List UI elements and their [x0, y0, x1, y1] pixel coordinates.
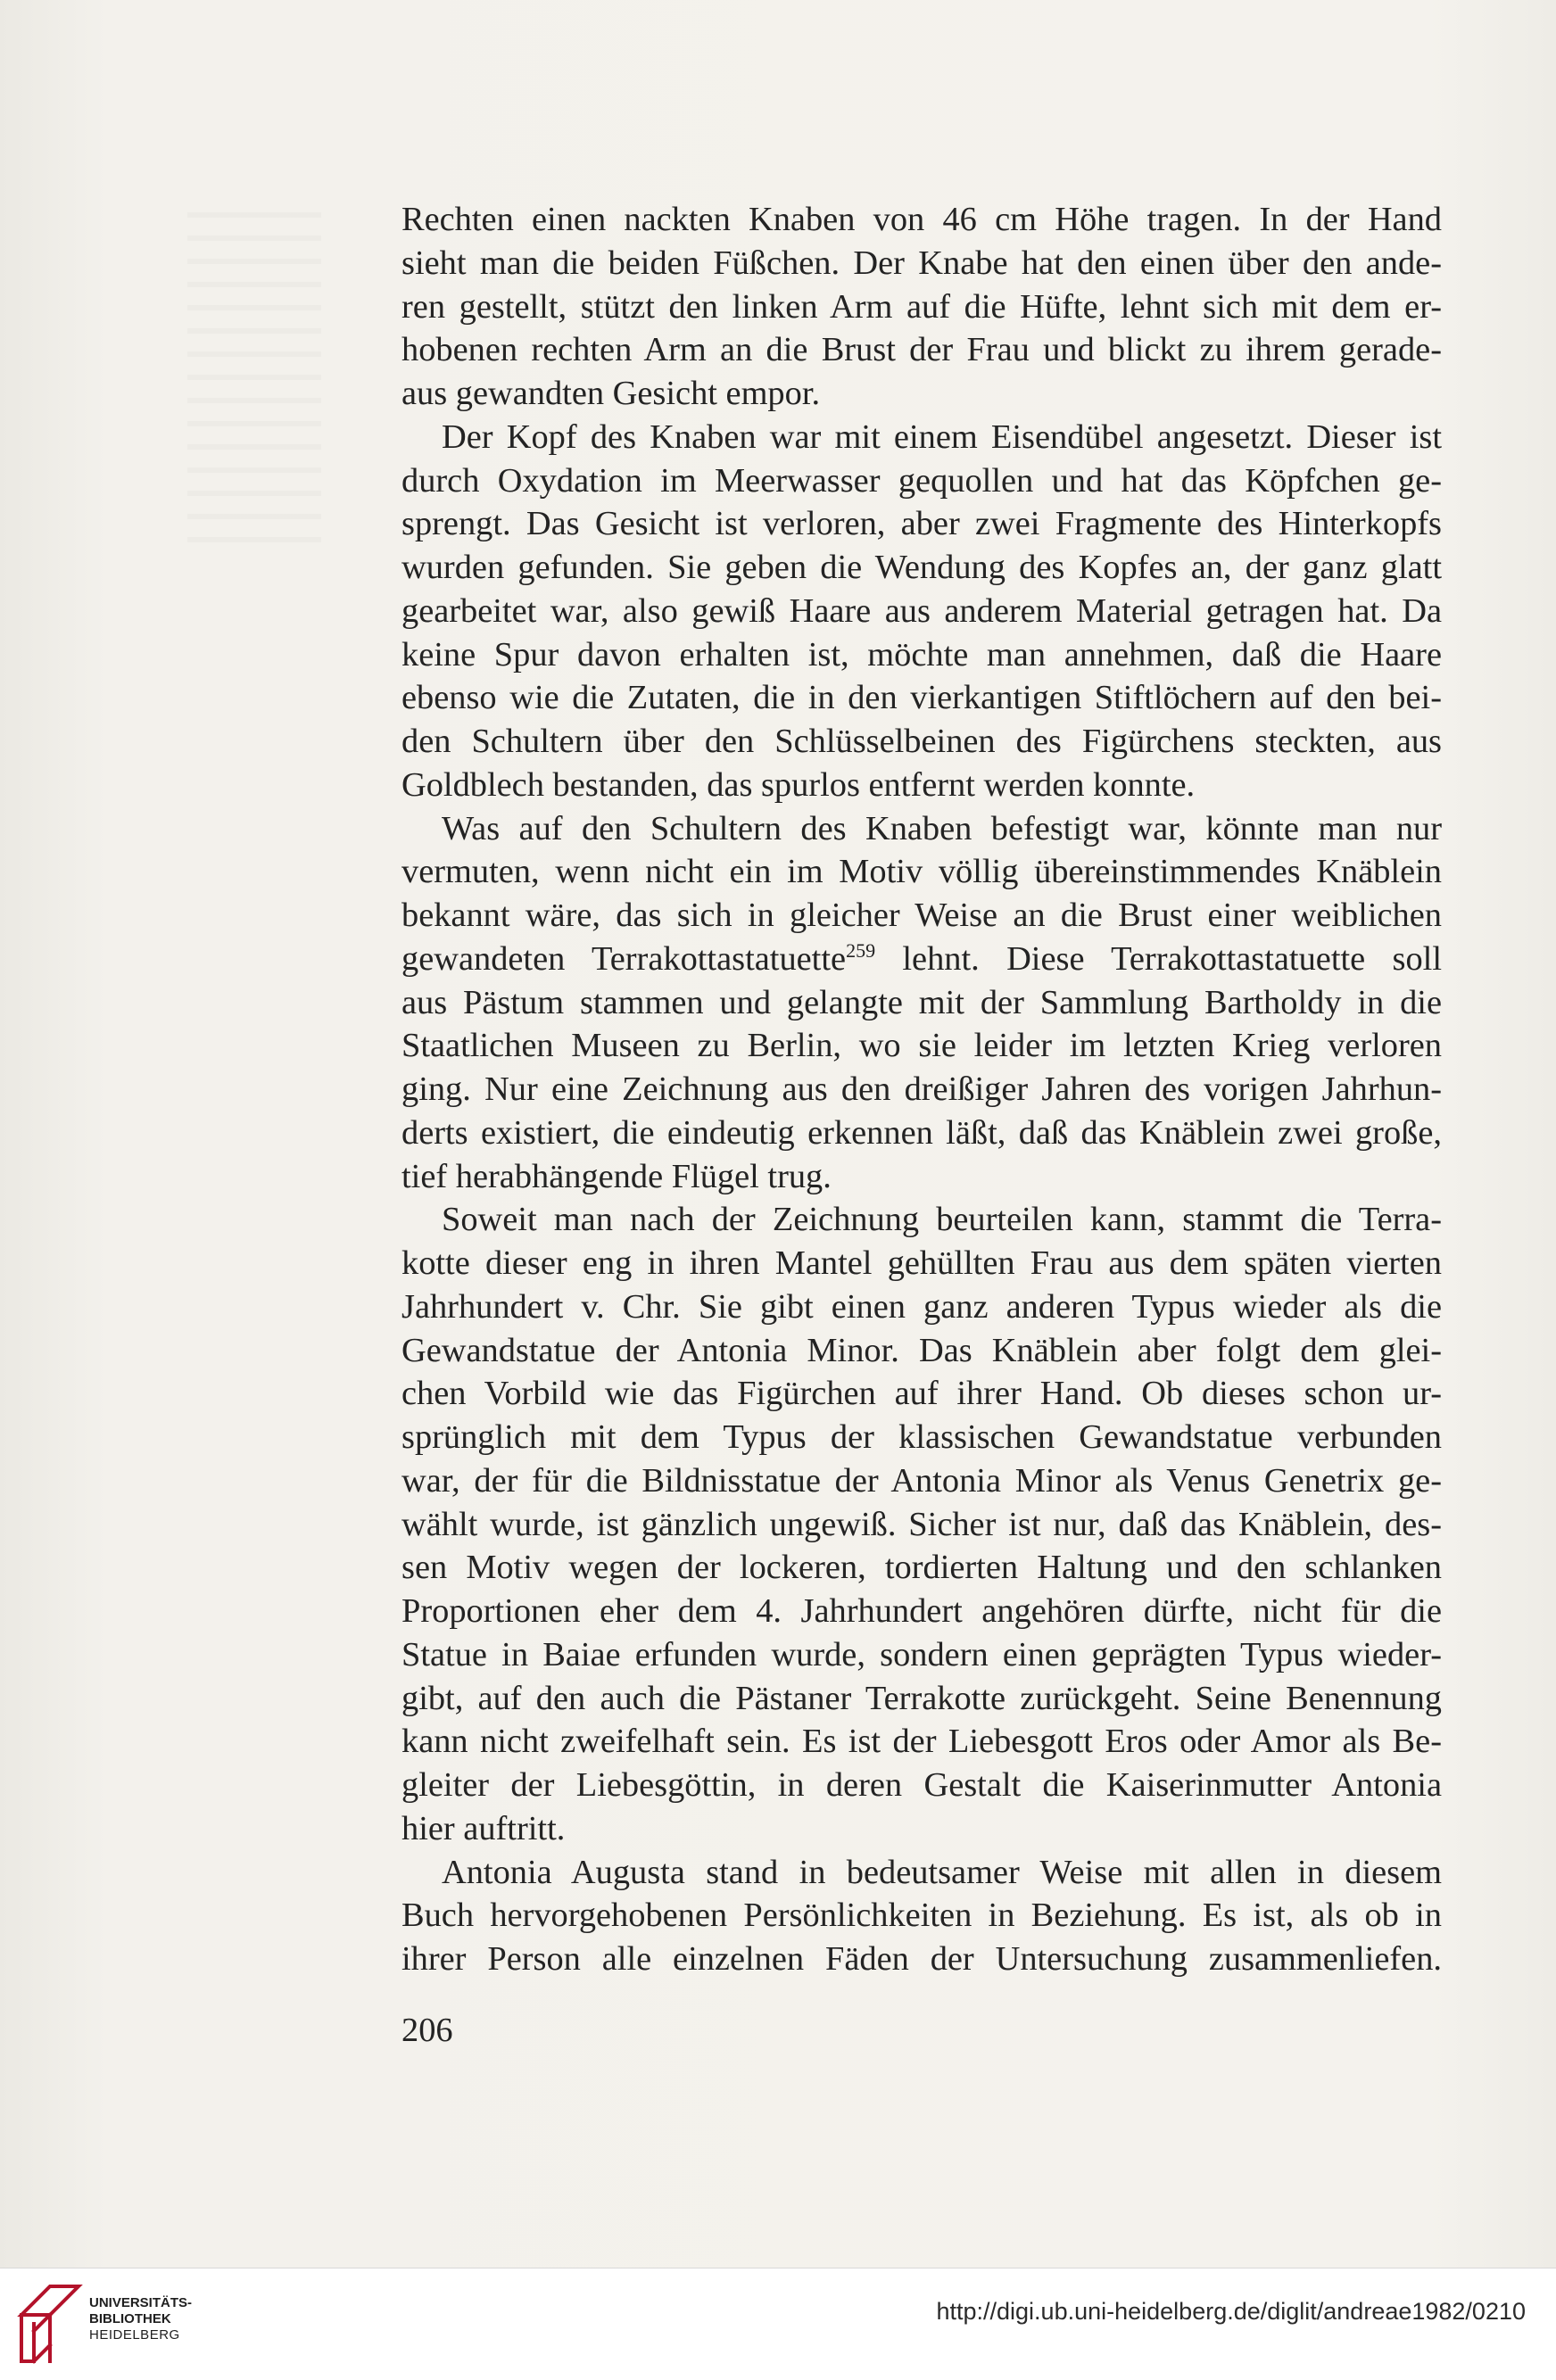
- text-line: gleiter der Liebesgöttin, in deren Gestalt die Kaiserinmutter Antonia: [401, 1766, 1442, 1804]
- text-line: keine Spur davon erhalten ist, möchte man annehmen, daß die Haare: [401, 635, 1442, 674]
- text-line: Gewandstatue der Antonia Minor. Das Knäblein aber folgt dem glei-: [401, 1331, 1442, 1369]
- text-line: Proportionen eher dem 4. Jahrhundert angehören dürfte, nicht für die: [401, 1592, 1442, 1630]
- text-line: ging. Nur eine Zeichnung aus den dreißiger Jahren des vorigen Jahrhun-: [401, 1070, 1442, 1108]
- page-number: 206: [401, 2012, 453, 2049]
- library-name-line1: UNIVERSITÄTS-: [89, 2295, 193, 2310]
- text-line: tief herabhängende Flügel trug.: [401, 1157, 832, 1195]
- library-name-line2: BIBLIOTHEK: [89, 2311, 171, 2326]
- text-line: vermuten, wenn nicht ein im Motiv völlig übereinstimmendes Knäblein: [401, 853, 1442, 891]
- text-line: Soweit man nach der Zeichnung beurteilen kann, stammt die Terra-: [442, 1201, 1442, 1239]
- text-line: Der Kopf des Knaben war mit einem Eisendübel angesetzt. Dieser ist: [442, 417, 1442, 456]
- text-line: war, der für die Bildnisstatue der Antonia Minor als Venus Genetrix ge-: [401, 1461, 1442, 1500]
- text-segment: gewandeten Terrakottastatuette: [401, 939, 847, 978]
- text-line: hier auftritt.: [401, 1809, 566, 1847]
- text-line: wurden gefunden. Sie geben die Wendung des Kopfes an, der ganz glatt: [401, 549, 1442, 586]
- text-line: hobenen rechten Arm an die Brust der Frau und blickt zu ihrem gerade-: [401, 331, 1442, 369]
- library-name-line3: HEIDELBERG: [89, 2327, 180, 2343]
- digitization-footer: [0, 2268, 1556, 2380]
- text-line: wählt wurde, ist gänzlich ungewiß. Sicher ist nur, daß das Knäblein, des-: [401, 1505, 1442, 1543]
- text-line: Rechten einen nackten Knaben von 46 cm Höhe tragen. In der Hand: [401, 201, 1442, 238]
- university-library-logo-icon: [14, 2281, 87, 2367]
- text-line: kotte dieser eng in ihren Mantel gehüllten Frau aus dem späten vierten: [401, 1244, 1442, 1282]
- text-line: Antonia Augusta stand in bedeutsamer Weise mit allen in diesem: [442, 1853, 1442, 1891]
- text-line: [401, 938, 1442, 981]
- text-line: ren gestellt, stützt den linken Arm auf die Hüfte, lehnt sich mit dem er-: [401, 287, 1442, 326]
- text-line: Was auf den Schultern des Knaben befestigt war, könnte man nur: [442, 809, 1442, 847]
- text-line: gearbeitet war, also gewiß Haare aus anderem Material getragen hat. Da: [401, 591, 1442, 630]
- text-line: chen Vorbild wie das Figürchen auf ihrer Hand. Ob dieses schon ur-: [401, 1375, 1442, 1413]
- text-line: derts existiert, die eindeutig erkennen läßt, daß das Knäblein zwei große,: [401, 1113, 1442, 1152]
- text-line: sieht man die beiden Füßchen. Der Knabe hat den einen über den ande-: [401, 244, 1442, 282]
- text-segment: lehnt. Diese Terrakottastatuette soll: [902, 939, 1442, 978]
- text-line: gibt, auf den auch die Pästaner Terrakotte zurückgeht. Seine Benennung: [401, 1679, 1442, 1717]
- text-line: Goldblech bestanden, das spurlos entfernt werden konnte.: [401, 765, 1196, 804]
- text-line: aus gewandten Gesicht empor.: [401, 375, 821, 412]
- text-line: sprünglich mit dem Typus der klassischen Gewandstatue verbunden: [401, 1418, 1442, 1456]
- library-name: [89, 2295, 192, 2343]
- text-line: Buch hervorgehobenen Persönlichkeiten in Beziehung. Es ist, als ob in: [401, 1897, 1442, 1935]
- text-line: Jahrhundert v. Chr. Sie gibt einen ganz anderen Typus wieder als die: [401, 1287, 1442, 1326]
- text-line: Statue in Baiae erfunden wurde, sondern einen geprägten Typus wieder-: [401, 1635, 1442, 1673]
- body-text: [401, 198, 1442, 1981]
- text-line: kann nicht zweifelhaft sein. Es ist der Liebesgott Eros oder Amor als Be-: [401, 1723, 1442, 1761]
- source-url-link[interactable]: http://digi.ub.uni-heidelberg.de/diglit/andreae1982/0210: [936, 2298, 1526, 2325]
- text-line: durch Oxydation im Meerwasser gequollen und hat das Köpfchen ge-: [401, 461, 1442, 500]
- text-line: sprengt. Das Gesicht ist verloren, aber zwei Fragmente des Hinterkopfs: [401, 505, 1442, 543]
- text-line: bekannt wäre, das sich in gleicher Weise an die Brust einer weiblichen: [401, 897, 1442, 934]
- text-line: aus Pästum stammen und gelangte mit der Sammlung Bartholdy in die: [401, 983, 1442, 1021]
- footnote-reference: 259: [846, 938, 876, 962]
- text-line: Staatlichen Museen zu Berlin, wo sie leider im letzten Krieg verloren: [401, 1027, 1442, 1065]
- text-line: ihrer Person alle einzelnen Fäden der Untersuchung zusammenliefen.: [401, 1940, 1442, 1978]
- text-line: den Schultern über den Schlüsselbeinen des Figürchens steckten, aus: [401, 723, 1442, 760]
- text-line: ebenso wie die Zutaten, die in den vierkantigen Stiftlöchern auf den bei-: [401, 679, 1442, 717]
- show-through-text: [187, 212, 321, 551]
- text-line: sen Motiv wegen der lockeren, tordierten Haltung und den schlanken: [401, 1549, 1442, 1587]
